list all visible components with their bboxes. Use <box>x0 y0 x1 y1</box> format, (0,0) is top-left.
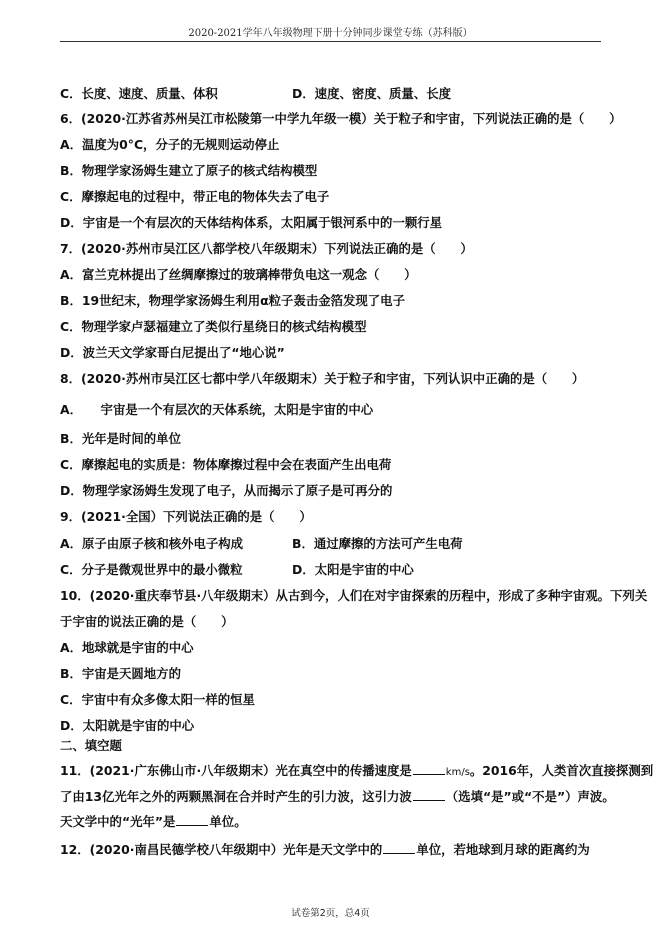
q12-blank-unit <box>383 841 415 854</box>
q9-option-d: D．太阳是宇宙的中心 <box>292 562 414 577</box>
q9-options-cd <box>60 562 414 578</box>
q7-option-c: C．物理学家卢瑟福建立了类似行星绕日的核式结构模型 <box>60 319 367 334</box>
q11-line2 <box>60 788 615 805</box>
q11-line1 <box>60 762 653 781</box>
q11-text-2a: 了由13亿光年之外的两颗黑洞在合并时产生的引力波，这引力波 <box>60 789 412 804</box>
q11-blank-speed <box>413 762 445 775</box>
page-footer: 试卷第2页，总4页 <box>291 908 370 919</box>
q11-text-2b: （选填“是”或“不是”）声波。 <box>445 789 615 804</box>
q11-text-1a: 11．(2021·广东佛山市·八年级期末）光在真空中的传播速度是 <box>60 763 412 778</box>
q6-option-c: C．摩擦起电的过程中，带正电的物体失去了电子 <box>60 189 330 204</box>
q6-option-d: D．宇宙是一个有层次的天体结构体系，太阳属于银河系中的一颗行星 <box>60 215 443 230</box>
q8-option-d: D．物理学家汤姆生发现了电子，从而揭示了原子是可再分的 <box>60 483 393 498</box>
q7-stem: 7．(2020·苏州市吴江区八都学校八年级期末）下列说法正确的是（ ） <box>60 241 473 256</box>
q7-option-a: A．富兰克林提出了丝绸摩擦过的玻璃棒带负电这一观念（ ） <box>60 267 417 282</box>
q10-option-a: A．地球就是宇宙的中心 <box>60 640 194 655</box>
q8-option-a: A． 宇宙是一个有层次的天体系统，太阳是宇宙的中心 <box>60 402 374 417</box>
q5-options-cd <box>60 86 451 102</box>
q9-option-b: B．通过摩擦的方法可产生电荷 <box>292 536 463 551</box>
q5-option-c: C．长度、速度、质量、体积 <box>60 86 218 101</box>
q10-stem-line2: 于宇宙的说法正确的是（ ） <box>60 614 234 629</box>
q10-option-c: C．宇宙中有众多像太阳一样的恒星 <box>60 692 255 707</box>
q5-option-d: D．速度、密度、质量、长度 <box>292 86 451 101</box>
section-title-fill-in: 二、填空题 <box>60 738 122 753</box>
q9-option-c: C．分子是微观世界中的最小微粒 <box>60 562 243 577</box>
q8-stem: 8．(2020·苏州市吴江区七都中学八年级期末）关于粒子和宇宙，下列认识中正确的是（ ） <box>60 371 585 386</box>
q6-option-a: A．温度为0°C，分子的无规则运动停止 <box>60 137 280 152</box>
q9-option-a: A．原子由原子核和核外电子构成 <box>60 536 244 551</box>
q11-unit: km/s <box>445 767 470 778</box>
q11-blank-sound <box>413 788 445 801</box>
q6-stem: 6．(2020·江苏省苏州吴江市松陵第一中学九年级一模）关于粒子和宇宙，下列说法正确的是（ ） <box>60 111 622 126</box>
q11-blank-unit <box>176 813 208 826</box>
q10-option-b: B．宇宙是天圆地方的 <box>60 666 181 681</box>
q12-text-1a: 12．(2020·南昌民德学校八年级期中）光年是天文学中的 <box>60 842 383 857</box>
q6-option-b: B．物理学家汤姆生建立了原子的核式结构模型 <box>60 163 318 178</box>
q7-option-b: B．19世纪末，物理学家汤姆生利用α粒子轰击金箔发现了电子 <box>60 293 405 308</box>
page-header: 2020-2021学年八年级物理下册十分钟同步课堂专练（苏科版） <box>188 28 473 39</box>
q11-text-3a: 天文学中的“光年”是 <box>60 814 176 829</box>
q8-option-c: C．摩擦起电的实质是：物体摩擦过程中会在表面产生出电荷 <box>60 457 392 472</box>
q7-option-d: D．波兰天文学家哥白尼提出了“地心说” <box>60 345 285 360</box>
q12-line1 <box>60 841 590 858</box>
q11-text-3b: 单位。 <box>209 814 247 829</box>
q12-text-1b: 单位，若地球到月球的距离约为 <box>416 842 590 857</box>
header-divider <box>60 41 601 42</box>
q10-stem-line1: 10．(2020·重庆奉节县·八年级期末）从古到今，人们在对宇宙探索的历程中，形成了多种宇宙观。下列关 <box>60 588 648 603</box>
q9-stem: 9．(2021·全国）下列说法正确的是（ ） <box>60 509 312 524</box>
q10-option-d: D．太阳就是宇宙的中心 <box>60 718 195 733</box>
q9-options-ab <box>60 536 463 552</box>
q11-line3 <box>60 813 247 830</box>
q11-text-1b: 。2016年，人类首次直接探测到 <box>469 763 654 778</box>
q8-option-b: B．光年是时间的单位 <box>60 431 181 446</box>
